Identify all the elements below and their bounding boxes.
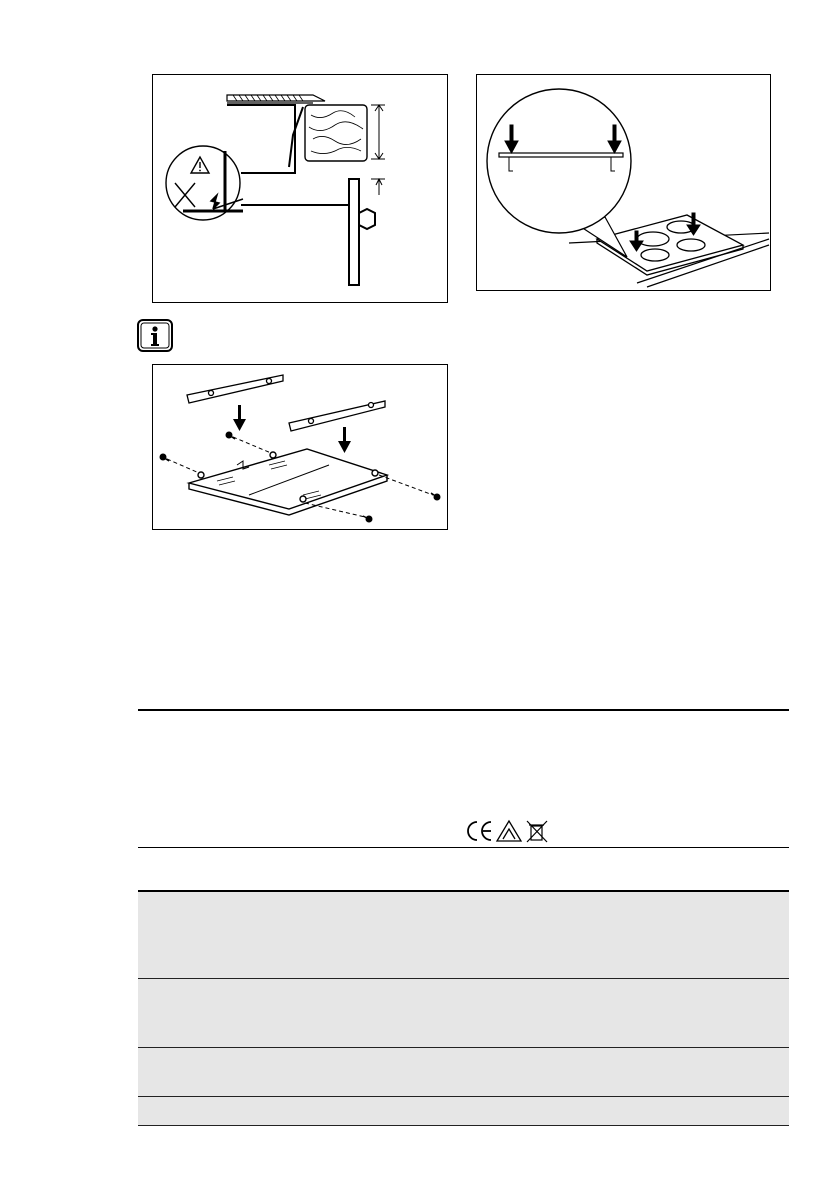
section-rule-mid <box>138 847 789 848</box>
info-icon <box>137 319 173 352</box>
box-base <box>189 449 387 515</box>
figure-insert-hob <box>476 74 771 291</box>
warning-callout <box>166 146 243 220</box>
table-row-2 <box>138 979 789 1047</box>
wood-block <box>305 105 367 161</box>
table-row-4 <box>138 1097 789 1125</box>
magnifier-callout <box>487 89 631 257</box>
table-row-3 <box>138 1048 789 1096</box>
drawer-front <box>241 179 375 285</box>
weee-bin-icon <box>527 821 547 842</box>
height-dimension <box>371 105 385 159</box>
bracket <box>187 375 385 431</box>
hob-body <box>227 105 303 173</box>
ce-mark-icon <box>468 822 491 840</box>
vde-mark-icon <box>497 821 521 841</box>
table-bottom-rule <box>138 1125 789 1126</box>
figure-protection-box <box>152 364 448 530</box>
certification-marks <box>463 818 555 844</box>
gap-dimension <box>371 179 385 195</box>
section-rule-top <box>138 709 789 711</box>
figure-clearance <box>152 74 448 303</box>
worktop <box>227 95 325 103</box>
table-row-1 <box>138 892 789 978</box>
